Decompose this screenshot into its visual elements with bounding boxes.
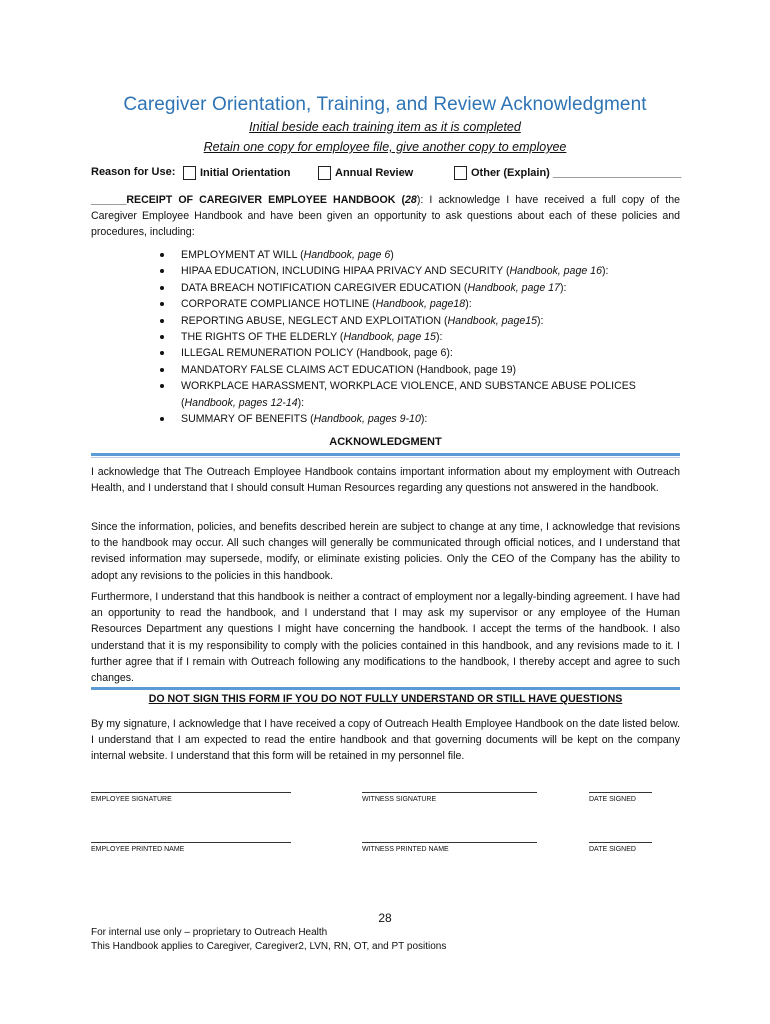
- instruction-retain-copy: Retain one copy for employee file, give another copy to employee: [203, 140, 567, 154]
- list-item: MANDATORY FALSE CLAIMS ACT EDUCATION (Handbook, page 19): [160, 362, 660, 378]
- checkbox-label: Other (Explain) _____________________: [471, 167, 682, 179]
- employee-signature-line[interactable]: [91, 792, 291, 793]
- witness-signature-label: WITNESS SIGNATURE: [362, 796, 437, 803]
- list-item: EMPLOYMENT AT WILL (Handbook, page 6): [160, 247, 660, 263]
- checkbox-box[interactable]: [454, 166, 467, 180]
- list-item: CORPORATE COMPLIANCE HOTLINE (Handbook, page18):: [160, 296, 660, 312]
- checkbox-label: Annual Review: [335, 167, 414, 179]
- date-signed-label: DATE SIGNED: [589, 796, 636, 803]
- ack-paragraph-1: I acknowledge that The Outreach Employee Handbook contains important information about my employment with Outreach Health, and I understand that I should consult Human Resources regarding any questions not answered in the handbook.: [91, 466, 680, 495]
- checkbox-box[interactable]: [318, 166, 331, 180]
- date-signed-line[interactable]: [589, 792, 652, 793]
- checkbox-other[interactable]: [454, 166, 681, 180]
- signature-paragraph: By my signature, I acknowledge that I have received a copy of Outreach Health Employee Handbook on the date listed below. I understand that I am expected to read the entire handbook and that governing documents will be kept on the company internal website. I understand that this form will be retained in my personnel file.: [91, 718, 680, 763]
- policy-list: [160, 247, 660, 427]
- checkbox-box[interactable]: [183, 166, 196, 180]
- instruction-initial: Initial beside each training item as it is completed: [249, 120, 521, 134]
- witness-signature-line[interactable]: [362, 792, 537, 793]
- checkbox-initial-orientation[interactable]: [183, 166, 290, 180]
- section-divider: [91, 457, 680, 458]
- checkbox-label: Initial Orientation: [200, 167, 291, 179]
- page-number: 28: [378, 911, 392, 925]
- form-title: Caregiver Orientation, Training, and Review Acknowledgment: [123, 94, 647, 115]
- reason-label: Reason for Use:: [91, 166, 176, 178]
- receipt-page-ref: 28: [405, 194, 417, 206]
- footer-applicability: This Handbook applies to Caregiver, Caregiver2, LVN, RN, OT, and PT positions: [91, 941, 447, 952]
- list-item: REPORTING ABUSE, NEGLECT AND EXPLOITATION (Handbook, page15):: [160, 313, 660, 329]
- footer-confidential: For internal use only – proprietary to Outreach Health: [91, 927, 328, 938]
- receipt-paragraph: ______RECEIPT OF CAREGIVER EMPLOYEE HANDBOOK (28): I acknowledge I have received a full copy of the Caregiver Employee Handbook and have been given an opportunity to ask questions about each of these policies and procedures, including:: [91, 194, 680, 239]
- date-signed-line[interactable]: [589, 842, 652, 843]
- section-divider: [91, 687, 680, 690]
- reason-for-use-row: [91, 166, 691, 184]
- list-item: SUMMARY OF BENEFITS (Handbook, pages 9-10):: [160, 411, 660, 427]
- list-item: DATA BREACH NOTIFICATION CAREGIVER EDUCATION (Handbook, page 17):: [160, 280, 660, 296]
- receipt-lead: ______RECEIPT OF CAREGIVER EMPLOYEE HANDBOOK: [91, 194, 396, 206]
- employee-printed-name-label: EMPLOYEE PRINTED NAME: [91, 846, 185, 853]
- warning-notice: DO NOT SIGN THIS FORM IF YOU DO NOT FULLY UNDERSTAND OR STILL HAVE QUESTIONS: [148, 693, 623, 705]
- date-signed-label: DATE SIGNED: [589, 846, 636, 853]
- acknowledgment-heading: ACKNOWLEDGMENT: [329, 436, 442, 448]
- ack-paragraph-3: Furthermore, I understand that this handbook is neither a contract of employment nor a legally-binding agreement. I have had an opportunity to read the handbook, and I understand that I may ask my supervisor or any employee of the Human Resources Department any questions I might have concerning the handbook. I accept the terms of the handbook. I also understand that it is my responsibility to comply with the policies contained in this handbook, and any revisions made to it. I further agree that if I remain with Outreach following any modifications to the handbook, I thereby accept and agree to such changes.: [91, 591, 680, 685]
- checkbox-annual-review[interactable]: [318, 166, 413, 180]
- ack-paragraph-2: Since the information, policies, and benefits described herein are subject to change at any time, I acknowledge that revisions to the handbook may occur. All such changes will generally be communicated through official notices, and I understand that revised information may supersede, modify, or eliminate existing policies. Only the CEO of the Company has the ability to adopt any revisions to the policies in this handbook.: [91, 521, 680, 582]
- employee-printed-name-line[interactable]: [91, 842, 291, 843]
- employee-signature-label: EMPLOYEE SIGNATURE: [91, 796, 172, 803]
- witness-printed-name-line[interactable]: [362, 842, 537, 843]
- list-item: THE RIGHTS OF THE ELDERLY (Handbook, page 15):: [160, 329, 660, 345]
- list-item: HIPAA EDUCATION, INCLUDING HIPAA PRIVACY AND SECURITY (Handbook, page 16):: [160, 263, 660, 279]
- witness-printed-name-label: WITNESS PRINTED NAME: [362, 846, 449, 853]
- section-divider: [91, 453, 680, 456]
- receipt-body: ): I acknowledge I have received a full copy of the Caregiver Employee Handbook and have been given an opportunity to ask questions about each of these policies and procedures, including:: [91, 194, 680, 239]
- list-item: ILLEGAL REMUNERATION POLICY (Handbook, page 6):: [160, 345, 660, 361]
- list-item: WORKPLACE HARASSMENT, WORKPLACE VIOLENCE, AND SUBSTANCE ABUSE POLICES (Handbook, pages 12-14):: [160, 378, 660, 411]
